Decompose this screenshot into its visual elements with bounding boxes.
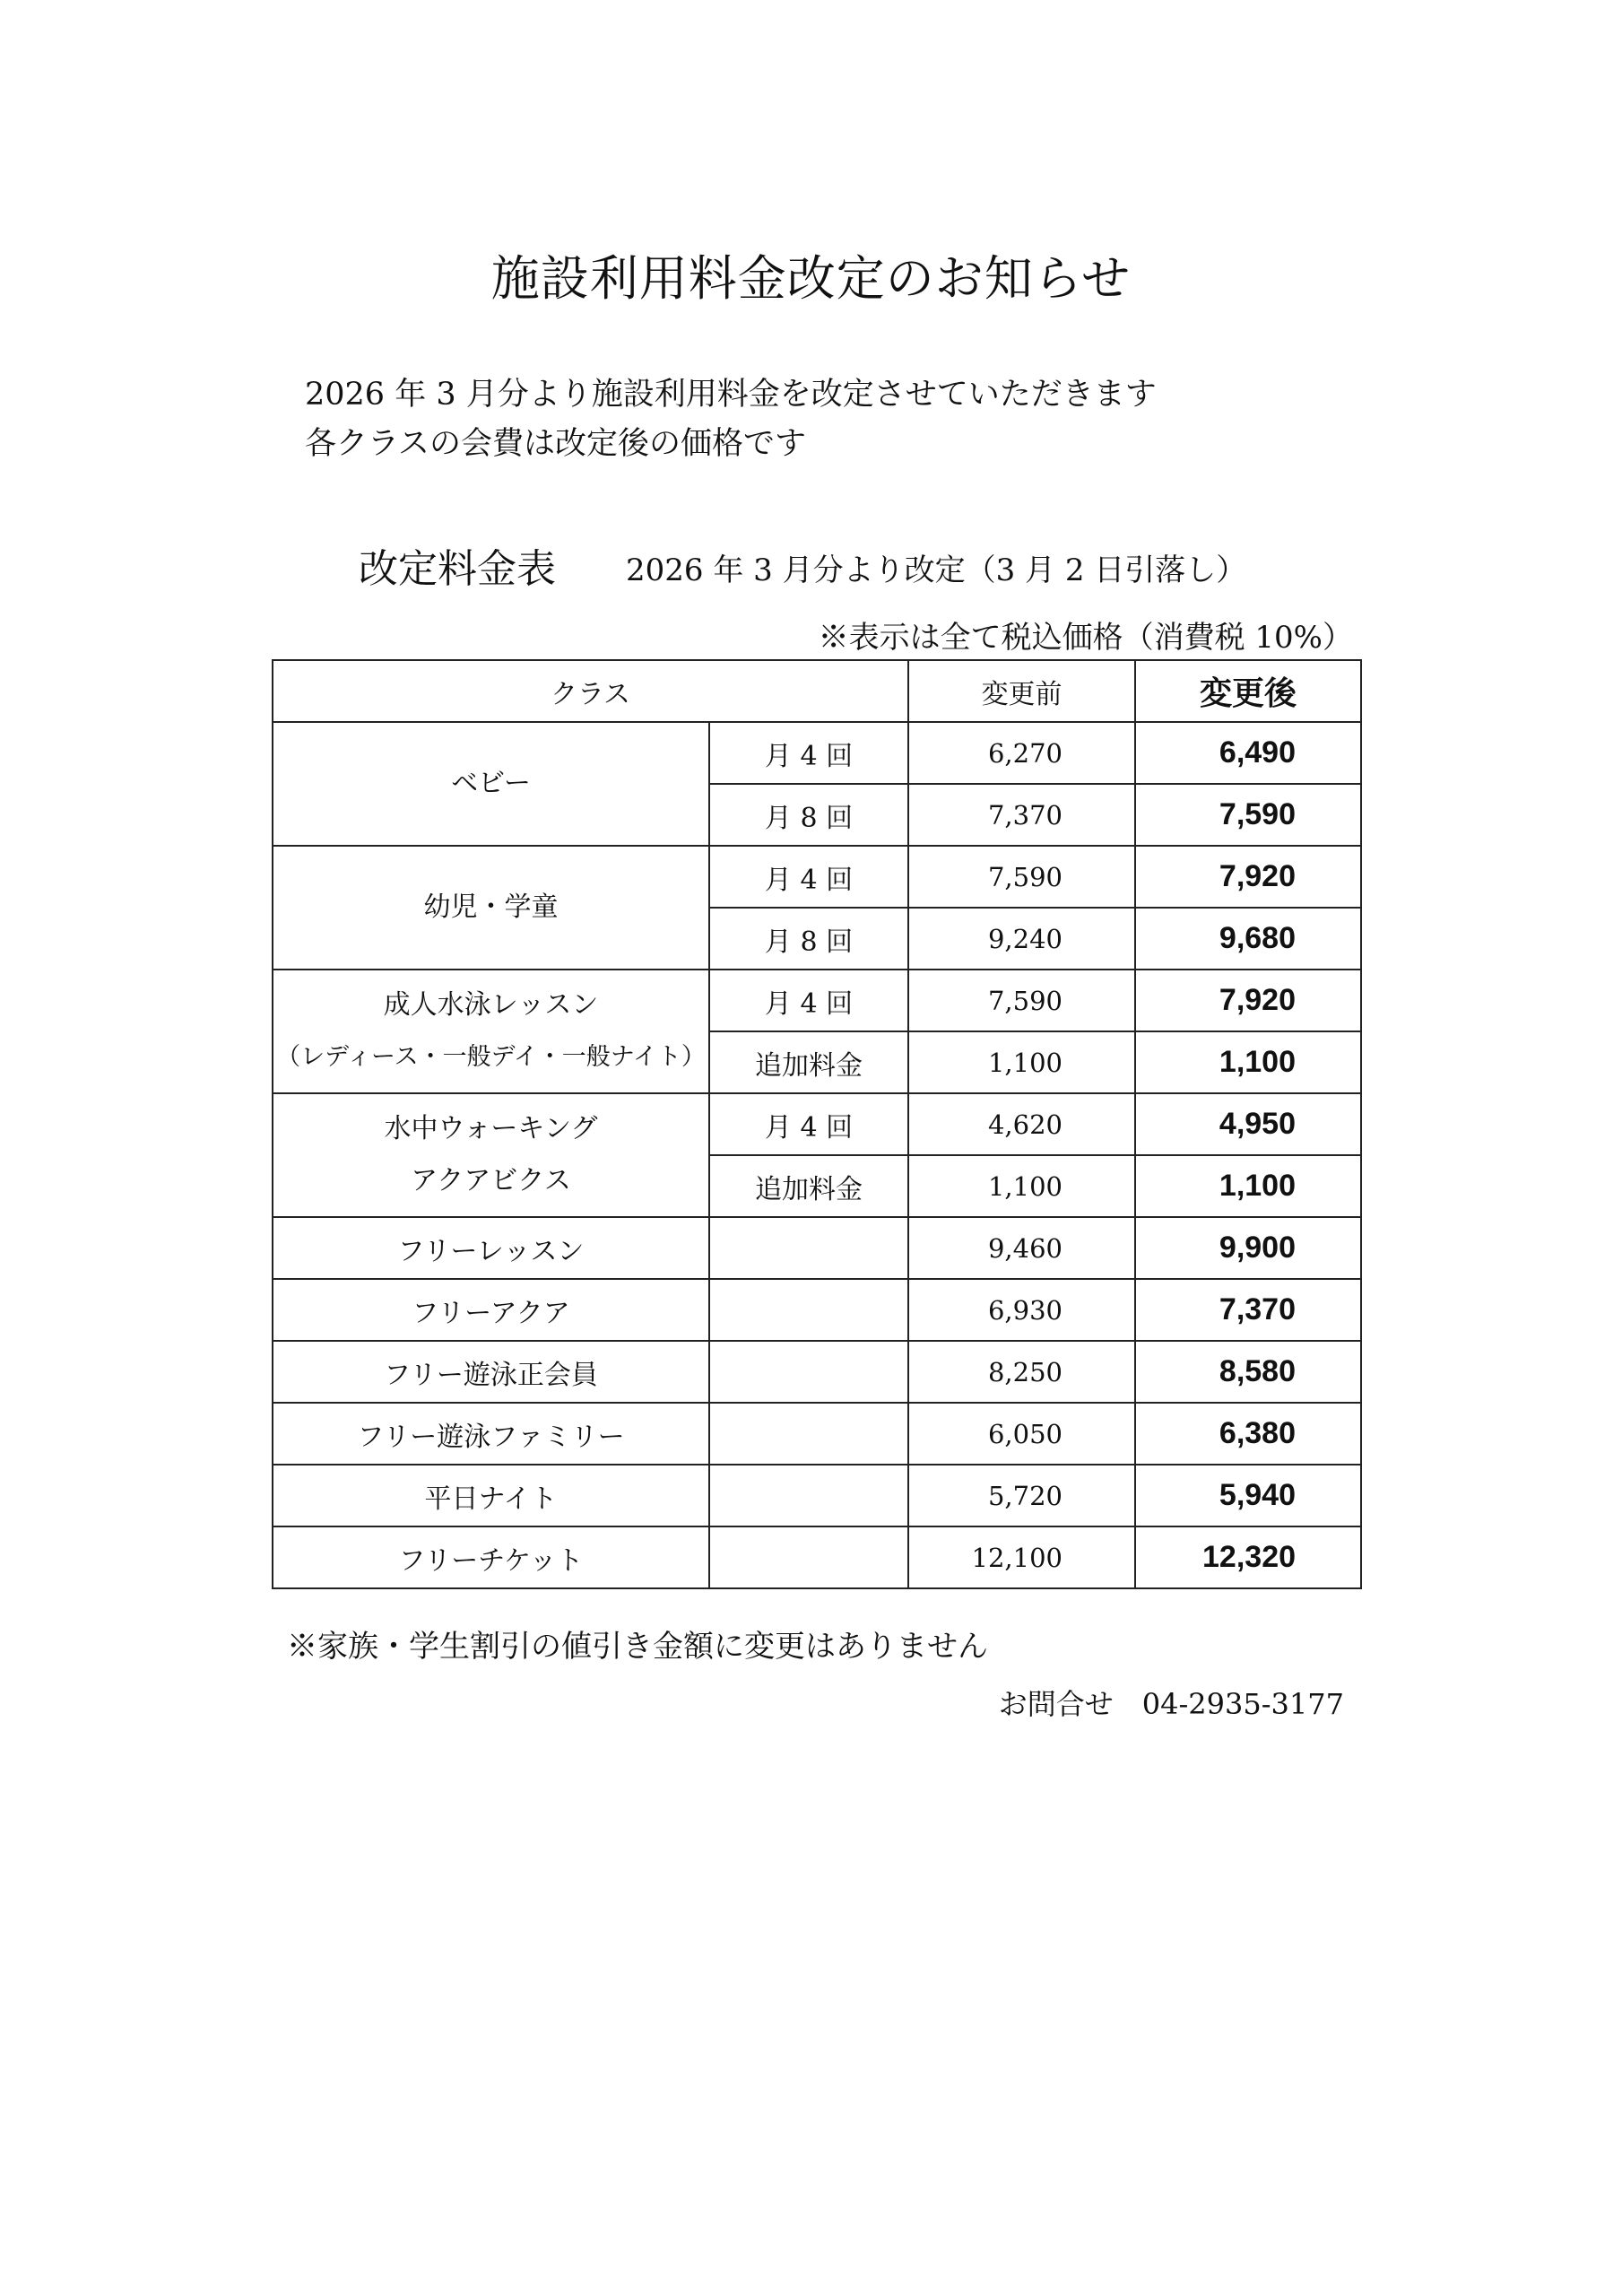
class-name: ベビー (451, 768, 531, 799)
table-row (273, 1465, 1361, 1526)
plan-cell: 追加料金 (709, 1155, 908, 1217)
price-before: 8,250 (908, 1341, 1135, 1403)
tax-note: ※表示は全て税込価格（消費税 10%） (818, 620, 1353, 656)
plan-cell: 月 4 回 (709, 1093, 908, 1155)
price-before: 7,590 (908, 846, 1135, 908)
plan-cell: 月 8 回 (709, 908, 908, 970)
plan-cell: 月 4 回 (709, 846, 908, 908)
table-subtitle: 2026 年 3 月分より改定（3 月 2 日引落し） (626, 552, 1247, 588)
price-after: 5,940 (1135, 1465, 1361, 1526)
price-before: 9,240 (908, 908, 1135, 970)
class-name-cell (273, 1093, 709, 1217)
price-before: 6,050 (908, 1403, 1135, 1465)
intro-line-1: 2026 年 3 月分より施設利用料金を改定させていただきます (305, 377, 1157, 413)
price-before: 5,720 (908, 1465, 1135, 1526)
class-name-cell (273, 846, 709, 970)
price-after: 7,370 (1135, 1279, 1361, 1341)
plan-cell (709, 1217, 908, 1279)
table-row (273, 722, 1361, 784)
price-before: 9,460 (908, 1217, 1135, 1279)
page-title: 施設利用料金改定のお知らせ (490, 250, 1132, 307)
price-after: 7,920 (1135, 846, 1361, 908)
price-after: 8,580 (1135, 1341, 1361, 1403)
table-row (273, 1217, 1361, 1279)
table-row (273, 846, 1361, 908)
table-row (273, 1341, 1361, 1403)
class-name-cell (273, 970, 709, 1093)
class-name: フリー遊泳正会員 (273, 1341, 709, 1403)
class-name-detail: アクアビクス (411, 1165, 571, 1196)
price-before: 6,930 (908, 1279, 1135, 1341)
plan-cell: 月 8 回 (709, 784, 908, 846)
price-before: 1,100 (908, 1155, 1135, 1217)
header-before: 変更前 (908, 660, 1135, 722)
plan-cell (709, 1526, 908, 1588)
price-after: 6,380 (1135, 1403, 1361, 1465)
class-name: フリー遊泳ファミリー (273, 1403, 709, 1465)
plan-cell: 追加料金 (709, 1031, 908, 1093)
header-after: 変更後 (1135, 660, 1361, 722)
plan-cell (709, 1403, 908, 1465)
price-before: 7,590 (908, 970, 1135, 1031)
price-after: 6,490 (1135, 722, 1361, 784)
price-after: 4,950 (1135, 1093, 1361, 1155)
table-heading: 改定料金表 (359, 546, 556, 592)
class-name: フリーレッスン (273, 1217, 709, 1279)
table-header-row (273, 660, 1361, 722)
plan-cell (709, 1341, 908, 1403)
price-before: 1,100 (908, 1031, 1135, 1093)
class-name-detail: （レディース・一般デイ・一般ナイト） (276, 1043, 706, 1071)
plan-cell: 月 4 回 (709, 722, 908, 784)
table-row (273, 1279, 1361, 1341)
price-before: 4,620 (908, 1093, 1135, 1155)
header-class: クラス (273, 660, 908, 722)
plan-cell (709, 1465, 908, 1526)
class-name: 成人水泳レッスン (383, 989, 599, 1021)
class-name: フリーアクア (273, 1279, 709, 1341)
price-before: 6,270 (908, 722, 1135, 784)
price-before: 12,100 (908, 1526, 1135, 1588)
table-row (273, 1403, 1361, 1465)
price-after: 7,920 (1135, 970, 1361, 1031)
price-before: 7,370 (908, 784, 1135, 846)
intro-line-2: 各クラスの会費は改定後の価格です (305, 426, 806, 462)
plan-cell (709, 1279, 908, 1341)
contact-info: お問合せ 04-2935-3177 (998, 1687, 1344, 1721)
table-row (273, 1526, 1361, 1588)
class-name: 水中ウォーキング (384, 1113, 598, 1144)
class-name: 幼児・学童 (423, 891, 559, 923)
price-after: 1,100 (1135, 1031, 1361, 1093)
price-after: 9,680 (1135, 908, 1361, 970)
fee-table (272, 659, 1362, 1589)
class-name-cell (273, 722, 709, 846)
plan-cell: 月 4 回 (709, 970, 908, 1031)
discount-footnote: ※家族・学生割引の値引き金額に変更はありません (287, 1629, 988, 1665)
class-name: 平日ナイト (273, 1465, 709, 1526)
price-after: 9,900 (1135, 1217, 1361, 1279)
price-after: 7,590 (1135, 784, 1361, 846)
table-row (273, 970, 1361, 1031)
class-name: フリーチケット (273, 1526, 709, 1588)
price-after: 12,320 (1135, 1526, 1361, 1588)
price-after: 1,100 (1135, 1155, 1361, 1217)
table-row (273, 1093, 1361, 1155)
